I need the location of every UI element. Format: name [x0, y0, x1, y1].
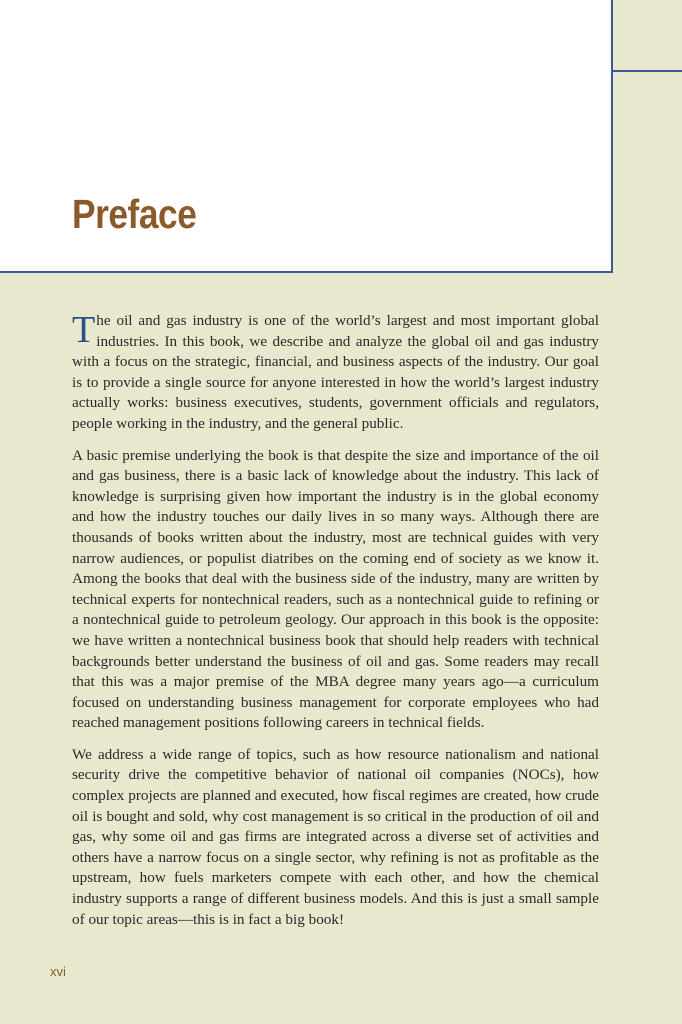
drop-cap: T: [72, 309, 96, 351]
paragraph-1-text: he oil and gas industry is one of the world’s largest and most important global industries. In this book, we describe and analyze the global oil and gas industry with a focus on the strategic, financial, and business aspects of the industry. Our goal is to provide a single source for anyone interested in how the world’s largest industry actually works: business executives, students, government officials and regulators, people working in the industry, and the general public.: [72, 312, 599, 432]
paragraph-3: We address a wide range of topics, such as how resource nationalism and national security drive the competitive behavior of national oil companies (NOCs), how complex projects are planned and executed, how fiscal regimes are created, how crude oil is bought and sold, why cost management is so critical in the production of oil and gas, why some oil and gas firms are integrated across a diverse set of activities and others have a narrow focus on a single sector, why refining is not as profitable as the upstream, how fuels marketers compete with each other, and how the chemical industry supports a range of different business models. And this is just a small sample of our topic areas—this is in fact a big book!: [72, 745, 599, 928]
page-title: Preface: [72, 191, 197, 237]
paragraph-2: A basic premise underlying the book is that despite the size and importance of the oil and gas business, there is a basic lack of knowledge about the industry. This lack of knowledge is surprising given how important the industry is in the global economy and how the industry touches our daily lives in so many ways. Although there are thousands of books written about the industry, most are technical guides with very narrow audiences, or populist diatribes on the coming end of society as we know it. Among the books that deal with the business side of the industry, many are written by technical experts for nontechnical readers, such as a nontechnical guide to refining or a nontechnical guide to petroleum geology. Our approach in this book is the opposite: we have written a nontechnical business book that should help readers with technical backgrounds better understand the business of oil and gas. Some readers may recall that this was a major premise of the MBA degree many years ago—a curriculum focused on understanding business management for corporate employees who had reached management positions following careers in technical fields.: [72, 446, 599, 732]
page-number: xvi: [50, 964, 66, 979]
header-rule-tab: [613, 70, 682, 72]
preface-body: [72, 311, 599, 941]
paragraph-1: [72, 311, 599, 435]
